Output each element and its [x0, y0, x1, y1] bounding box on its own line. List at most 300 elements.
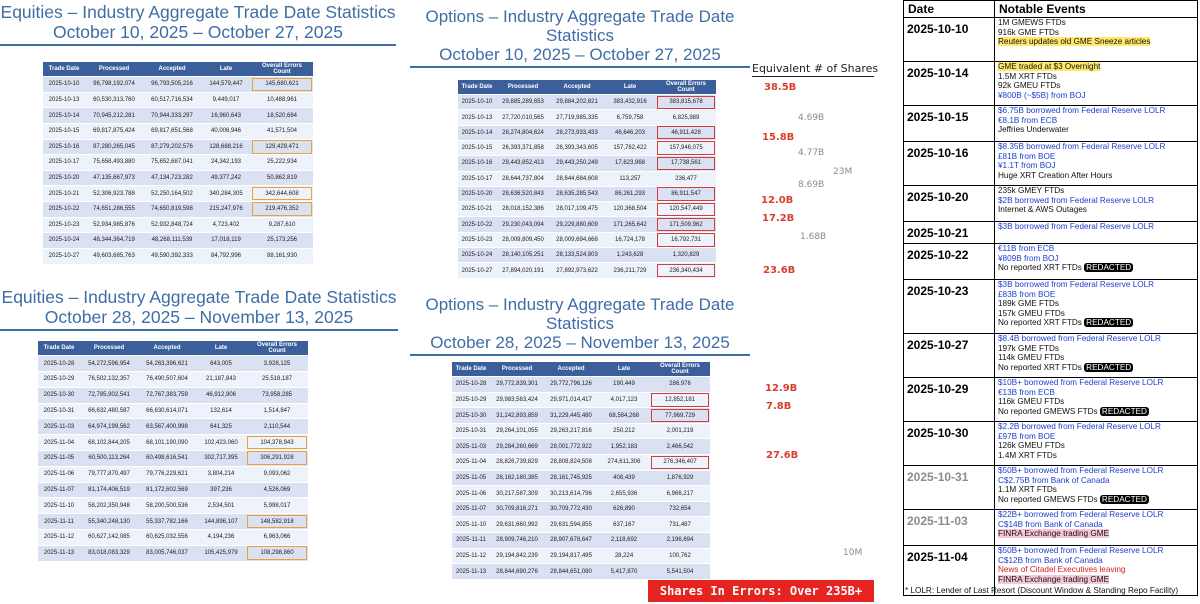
event-line	[998, 485, 1194, 495]
shares-in-errors-banner: Shares In Errors: Over 235B+	[648, 580, 874, 602]
event-text: FINRA Exchange trading GME	[998, 574, 1110, 584]
value-cell: 29,631,594,855	[544, 517, 598, 533]
value-cell: 79,776,229,621	[138, 466, 196, 482]
value-cell: 190,449	[598, 377, 650, 393]
table-row	[38, 450, 308, 466]
value-cell: 25,173,256	[251, 233, 313, 249]
trade-date-cell: 2025-10-13	[43, 92, 85, 108]
value-cell: 732,654	[650, 501, 710, 517]
annotation-red: 12.0B	[761, 195, 794, 206]
event-text: ¥1.1T from BOJ	[998, 161, 1056, 171]
event-row	[904, 466, 1198, 510]
table-row	[38, 482, 308, 498]
trade-date-cell: 2025-10-17	[458, 171, 496, 186]
trade-date-cell: 2025-10-23	[458, 232, 496, 247]
value-cell: 383,432,916	[604, 95, 656, 110]
trade-stats-table	[458, 80, 716, 278]
value-cell: 17,018,119	[201, 233, 251, 249]
value-cell: 63,567,400,998	[138, 419, 196, 435]
event-text: $50B+ borrowed from Federal Reserve LOLR	[998, 546, 1164, 555]
trade-date-cell: 2025-11-13	[38, 545, 80, 561]
event-line	[998, 62, 1194, 72]
value-cell: 171,265,642	[604, 217, 656, 232]
event-line	[998, 309, 1194, 319]
value-cell: 2,534,501	[196, 498, 246, 514]
value-cell: 1,952,183	[598, 439, 650, 455]
event-date: 2025-10-31	[904, 466, 995, 510]
value-cell: 4,526,069	[246, 482, 308, 498]
trade-date-cell: 2025-10-29	[38, 371, 80, 387]
value-cell: 16,960,643	[201, 108, 251, 124]
value-cell: 10,488,961	[251, 92, 313, 108]
event-line	[998, 205, 1194, 215]
column-header: Accepted	[138, 341, 196, 356]
value-cell: 1,876,929	[650, 470, 710, 486]
annotation-red: 12.9B	[765, 383, 798, 394]
value-cell: 81,174,406,519	[80, 482, 138, 498]
event-date: 2025-10-23	[904, 280, 995, 334]
value-cell: 4,723,402	[201, 217, 251, 233]
value-cell: 28,844,651,080	[544, 564, 598, 580]
value-cell: 49,377,242	[201, 170, 251, 186]
trade-date-cell: 2025-10-27	[458, 263, 496, 278]
event-line	[998, 186, 1194, 196]
trade-date-cell: 2025-11-12	[452, 548, 490, 564]
equivalent-shares-underline	[752, 76, 874, 77]
value-cell: 643,005	[196, 356, 246, 372]
event-row	[904, 510, 1198, 546]
value-cell: 340,284,305	[201, 186, 251, 202]
event-line	[998, 91, 1194, 101]
column-header: Trade Date	[458, 80, 496, 95]
event-date: 2025-10-27	[904, 334, 995, 378]
value-cell: 68,584,268	[598, 408, 650, 424]
event-line	[998, 72, 1194, 82]
value-cell: 25,518,187	[246, 371, 308, 387]
event-text: C$14B from Bank of Canada	[998, 519, 1103, 529]
event-list	[995, 334, 1198, 378]
table-row	[458, 95, 716, 110]
table-row	[458, 186, 716, 201]
value-cell: 29,884,202,821	[550, 95, 604, 110]
event-line	[998, 116, 1194, 126]
trade-date-cell: 2025-11-13	[452, 564, 490, 580]
table-row	[43, 92, 313, 108]
event-date: 2025-10-29	[904, 378, 995, 422]
event-list	[995, 422, 1198, 466]
event-line	[998, 451, 1194, 461]
event-row	[904, 18, 1198, 62]
lolr-footnote: * LOLR: Lender of Last Resort (Discount Window & Standing Repo Facility)	[905, 586, 1179, 595]
options-panel-oct	[410, 0, 750, 278]
trade-date-cell: 2025-10-24	[458, 248, 496, 263]
event-date: 2025-11-04	[904, 546, 995, 596]
column-header: Overall Errors Count	[656, 80, 716, 95]
value-cell: 626,890	[598, 501, 650, 517]
value-cell: 77,969,729	[650, 408, 710, 424]
trade-date-cell: 2025-10-16	[43, 139, 85, 155]
event-line	[998, 388, 1194, 398]
event-row	[904, 244, 1198, 280]
event-line	[998, 466, 1194, 476]
value-cell: 73,958,285	[246, 387, 308, 403]
value-cell: 145,680,621	[251, 77, 313, 93]
value-cell: 52,250,164,502	[143, 186, 201, 202]
value-cell: 29,885,289,653	[496, 95, 550, 110]
table-row	[458, 125, 716, 140]
event-line	[998, 556, 1194, 566]
table-row	[38, 371, 308, 387]
value-cell: 27,892,973,622	[550, 263, 604, 278]
value-cell: 83,005,746,037	[138, 545, 196, 561]
value-cell: 2,118,692	[598, 533, 650, 549]
table-row	[38, 529, 308, 545]
value-cell: 79,777,870,497	[80, 466, 138, 482]
event-row	[904, 378, 1198, 422]
event-line	[998, 378, 1194, 388]
event-text: 235k GMEY FTDs	[998, 186, 1065, 195]
event-text: 1.4M XRT FTDs	[998, 450, 1057, 460]
value-cell: 113,257	[604, 171, 656, 186]
value-cell: 2,110,544	[246, 419, 308, 435]
event-text: $3B borrowed from Federal Reserve LOLR	[998, 222, 1155, 231]
value-cell: 144,579,447	[201, 77, 251, 93]
value-cell: 102,423,060	[196, 435, 246, 451]
event-text: $8.35B borrowed from Federal Reserve LOLR	[998, 142, 1166, 151]
annotation-grey: 1.68B	[800, 232, 827, 242]
event-line	[998, 161, 1194, 171]
value-cell: 29,443,250,249	[550, 156, 604, 171]
trade-date-cell: 2025-11-03	[452, 439, 490, 455]
event-line	[998, 520, 1194, 530]
trade-date-cell: 2025-10-15	[43, 123, 85, 139]
value-cell: 28,644,684,608	[550, 171, 604, 186]
table-row	[38, 514, 308, 530]
event-text: £81B from BOE	[998, 151, 1056, 161]
value-cell: 29,983,563,424	[490, 392, 544, 408]
value-cell: 342,644,608	[251, 186, 313, 202]
trade-date-cell: 2025-10-31	[452, 423, 490, 439]
value-cell: 64,974,199,562	[80, 419, 138, 435]
value-cell: 96,793,505,216	[143, 77, 201, 93]
event-text: $8.4B borrowed from Federal Reserve LOLR	[998, 334, 1161, 343]
column-header: Trade Date	[38, 341, 80, 356]
trade-date-cell: 2025-10-21	[458, 202, 496, 217]
value-cell: 75,652,687,041	[143, 155, 201, 171]
event-text: Jeffries Underwater	[998, 125, 1069, 135]
value-cell: 88,161,930	[251, 248, 313, 264]
redacted-badge: REDACTED	[1101, 406, 1147, 416]
event-line	[998, 142, 1194, 152]
column-header: Overall Errors Count	[246, 341, 308, 356]
value-cell: 46,911,428	[656, 125, 716, 140]
value-cell: 120,547,449	[656, 202, 716, 217]
value-cell: 96,798,192,074	[85, 77, 143, 93]
trade-date-cell: 2025-10-22	[458, 217, 496, 232]
value-cell: 17,738,561	[656, 156, 716, 171]
table-row	[43, 248, 313, 264]
value-cell: 46,646,203	[604, 125, 656, 140]
event-text: No reported GMEWS FTDs	[998, 406, 1098, 416]
value-cell: 60,530,313,760	[85, 92, 143, 108]
table-row	[452, 470, 710, 486]
event-line	[998, 125, 1194, 135]
trade-date-cell: 2025-11-05	[38, 450, 80, 466]
column-header: Accepted	[544, 362, 598, 377]
trade-date-cell: 2025-11-10	[38, 498, 80, 514]
value-cell: 29,443,852,413	[496, 156, 550, 171]
value-cell: 132,614	[196, 403, 246, 419]
annotation-grey: 10M	[843, 548, 863, 558]
event-line	[998, 432, 1194, 442]
trade-date-cell: 2025-10-23	[43, 217, 85, 233]
column-header: Accepted	[550, 80, 604, 95]
trade-date-cell: 2025-10-27	[43, 248, 85, 264]
table-row	[43, 77, 313, 93]
trade-date-cell: 2025-11-06	[38, 466, 80, 482]
value-cell: 60,625,032,556	[138, 529, 196, 545]
annotation-red: 15.8B	[762, 132, 795, 143]
event-line	[998, 529, 1194, 539]
value-cell: 28,909,746,210	[490, 533, 544, 549]
event-line	[998, 244, 1194, 254]
event-text: $2B borrowed from Federal Reserve LOLR	[998, 195, 1155, 205]
table-row	[38, 356, 308, 372]
value-cell: 29,631,660,992	[490, 517, 544, 533]
value-cell: 28,133,524,803	[550, 248, 604, 263]
value-cell: 157,946,075	[656, 140, 716, 155]
annotation-red: 23.6B	[763, 265, 796, 276]
table-row	[43, 108, 313, 124]
trade-date-cell: 2025-11-04	[452, 455, 490, 471]
table-row	[458, 156, 716, 171]
event-text: £83B from BOE	[998, 289, 1056, 299]
value-cell: 29,230,043,094	[496, 217, 550, 232]
event-text: 1.1M XRT FTDs	[998, 485, 1057, 495]
value-cell: 46,912,906	[196, 387, 246, 403]
value-cell: 236,211,729	[604, 263, 656, 278]
value-cell: 236,477	[656, 171, 716, 186]
value-cell: 1,514,847	[246, 403, 308, 419]
value-cell: 66,630,614,071	[138, 403, 196, 419]
event-date: 2025-10-15	[904, 106, 995, 142]
event-text: ¥800B (~$5B) from BOJ	[998, 90, 1086, 100]
value-cell: 27,894,020,191	[496, 263, 550, 278]
event-text: 92k GMEU FTDs	[998, 81, 1061, 91]
event-line	[998, 280, 1194, 290]
trade-date-cell: 2025-10-24	[43, 233, 85, 249]
value-cell: 31,229,445,480	[544, 408, 598, 424]
value-cell: 2,466,542	[650, 439, 710, 455]
event-list	[995, 510, 1198, 546]
panel-divider	[410, 354, 750, 356]
value-cell: 2,001,219	[650, 423, 710, 439]
trade-date-cell: 2025-10-28	[38, 356, 80, 372]
value-cell: 28,826,739,829	[490, 455, 544, 471]
event-line	[998, 363, 1194, 373]
value-cell: 27,720,010,565	[496, 110, 550, 125]
annotation-grey: 4.69B	[798, 113, 825, 123]
table-row	[43, 233, 313, 249]
event-text: Reuters updates old GME Sneeze articles	[998, 37, 1151, 47]
value-cell: 40,006,946	[201, 123, 251, 139]
value-cell: 26,393,343,605	[550, 140, 604, 155]
panel-title-line2: October 10, 2025 – October 27, 2025	[53, 21, 343, 42]
event-text: $3B borrowed from Federal Reserve LOLR	[998, 280, 1155, 289]
event-line	[998, 353, 1194, 363]
value-cell: 28,808,824,508	[544, 455, 598, 471]
value-cell: 47,135,667,973	[85, 170, 143, 186]
value-cell: 2,196,694	[650, 533, 710, 549]
table-row	[43, 170, 313, 186]
event-text: ¥809B from BOJ	[998, 253, 1059, 263]
event-text: Huge XRT Creation After Hours	[998, 170, 1113, 180]
event-date: 2025-10-20	[904, 186, 995, 222]
value-cell: 104,378,943	[246, 435, 308, 451]
value-cell: 21,187,843	[196, 371, 246, 387]
value-cell: 171,509,962	[656, 217, 716, 232]
value-cell: 30,213,614,796	[544, 486, 598, 502]
event-text: 189k GME FTDs	[998, 299, 1059, 309]
table-row	[38, 419, 308, 435]
annotation-red: 17.2B	[762, 213, 795, 224]
panel-divider	[0, 329, 398, 331]
value-cell: 48,344,364,719	[85, 233, 143, 249]
event-list	[995, 244, 1198, 280]
value-cell: 29,229,880,609	[550, 217, 604, 232]
value-cell: 641,325	[196, 419, 246, 435]
event-date: 2025-10-10	[904, 18, 995, 62]
table-row	[458, 248, 716, 263]
column-header: Trade Date	[452, 362, 490, 377]
table-row	[43, 201, 313, 217]
value-cell: 28,644,737,804	[496, 171, 550, 186]
value-cell: 29,772,839,301	[490, 377, 544, 393]
value-cell: 83,018,083,329	[80, 545, 138, 561]
value-cell: 29,284,260,669	[490, 439, 544, 455]
value-cell: 69,817,651,568	[143, 123, 201, 139]
value-cell: 31,242,893,859	[490, 408, 544, 424]
value-cell: 55,340,248,130	[80, 514, 138, 530]
value-cell: 60,500,113,264	[80, 450, 138, 466]
value-cell: 76,502,132,357	[80, 371, 138, 387]
event-text: 1.5M XRT FTDs	[998, 71, 1057, 81]
event-text: $22B+ borrowed from Federal Reserve LOLR	[998, 510, 1164, 519]
event-line	[998, 318, 1194, 328]
event-list	[995, 142, 1198, 186]
value-cell: 12,852,181	[650, 392, 710, 408]
value-cell: 29,263,217,816	[544, 423, 598, 439]
value-cell: 28,635,285,543	[550, 186, 604, 201]
event-row	[904, 62, 1198, 106]
table-row	[43, 155, 313, 171]
value-cell: 52,932,848,724	[143, 217, 201, 233]
table-row	[452, 517, 710, 533]
trade-date-cell: 2025-11-05	[452, 470, 490, 486]
value-cell: 383,815,678	[656, 95, 716, 110]
event-line	[998, 106, 1194, 116]
value-cell: 2,655,936	[598, 486, 650, 502]
event-date: 2025-10-21	[904, 222, 995, 244]
equities-panel-nov	[0, 288, 398, 561]
trade-date-cell: 2025-11-11	[452, 533, 490, 549]
value-cell: 637,167	[598, 517, 650, 533]
equivalent-shares-note: Equivalent # of Shares	[752, 62, 879, 75]
value-cell: 28,009,809,450	[496, 232, 550, 247]
value-cell: 144,896,107	[196, 514, 246, 530]
value-cell: 25,222,934	[251, 155, 313, 171]
value-cell: 9,093,062	[246, 466, 308, 482]
annotation-red: 7.8B	[766, 401, 792, 412]
value-cell: 66,632,480,587	[80, 403, 138, 419]
value-cell: 87,280,265,045	[85, 139, 143, 155]
value-cell: 24,342,193	[201, 155, 251, 171]
trade-date-cell: 2025-11-06	[452, 486, 490, 502]
event-text: Internet & AWS Outages	[998, 205, 1087, 215]
panel-title-line1: Equities – Industry Aggregate Trade Date Statistics	[1, 287, 397, 307]
event-line	[998, 28, 1194, 38]
table-row	[452, 564, 710, 580]
event-list	[995, 222, 1198, 244]
value-cell: 1,320,829	[656, 248, 716, 263]
panel-title-line1: Equities – Industry Aggregate Trade Date Statistics	[0, 2, 396, 22]
value-cell: 60,627,142,085	[80, 529, 138, 545]
value-cell: 54,272,596,954	[80, 356, 138, 372]
trade-date-cell: 2025-10-10	[43, 77, 85, 93]
table-row	[452, 392, 710, 408]
value-cell: 28,018,152,386	[496, 202, 550, 217]
event-line	[998, 263, 1194, 273]
column-header: Processed	[80, 341, 138, 356]
column-header: Late	[604, 80, 656, 95]
value-cell: 6,966,217	[650, 486, 710, 502]
value-cell: 76,490,507,604	[138, 371, 196, 387]
column-header: Trade Date	[43, 62, 85, 77]
value-cell: 54,263,396,621	[138, 356, 196, 372]
value-cell: 148,582,918	[246, 514, 308, 530]
value-cell: 9,449,017	[201, 92, 251, 108]
value-cell: 70,945,212,281	[85, 108, 143, 124]
trade-date-cell: 2025-10-28	[452, 377, 490, 393]
table-row	[38, 498, 308, 514]
value-cell: 397,236	[196, 482, 246, 498]
value-cell: 5,998,017	[246, 498, 308, 514]
table-row	[38, 387, 308, 403]
value-cell: 86,261,293	[604, 186, 656, 201]
event-line	[998, 575, 1194, 585]
value-cell: 17,623,968	[604, 156, 656, 171]
value-cell: 9,287,610	[251, 217, 313, 233]
value-cell: 408,439	[598, 470, 650, 486]
trade-date-cell: 2025-10-15	[458, 140, 496, 155]
event-text: €8.1B from ECB	[998, 115, 1058, 125]
value-cell: 100,762	[650, 548, 710, 564]
trade-date-cell: 2025-10-13	[458, 110, 496, 125]
value-cell: 236,340,434	[656, 263, 716, 278]
panel-title-line2: October 28, 2025 – November 13, 2025	[430, 333, 730, 353]
trade-date-cell: 2025-10-29	[452, 392, 490, 408]
event-row	[904, 186, 1198, 222]
value-cell: 16,792,731	[656, 232, 716, 247]
redacted-badge: REDACTED	[1086, 362, 1132, 372]
value-cell: 86,911,547	[656, 186, 716, 201]
annotation-grey: 23M	[833, 167, 853, 177]
table-row	[43, 217, 313, 233]
value-cell: 306,291,928	[246, 450, 308, 466]
event-line	[998, 171, 1194, 181]
options-panel-nov	[410, 295, 750, 579]
value-cell: 129,429,471	[251, 139, 313, 155]
